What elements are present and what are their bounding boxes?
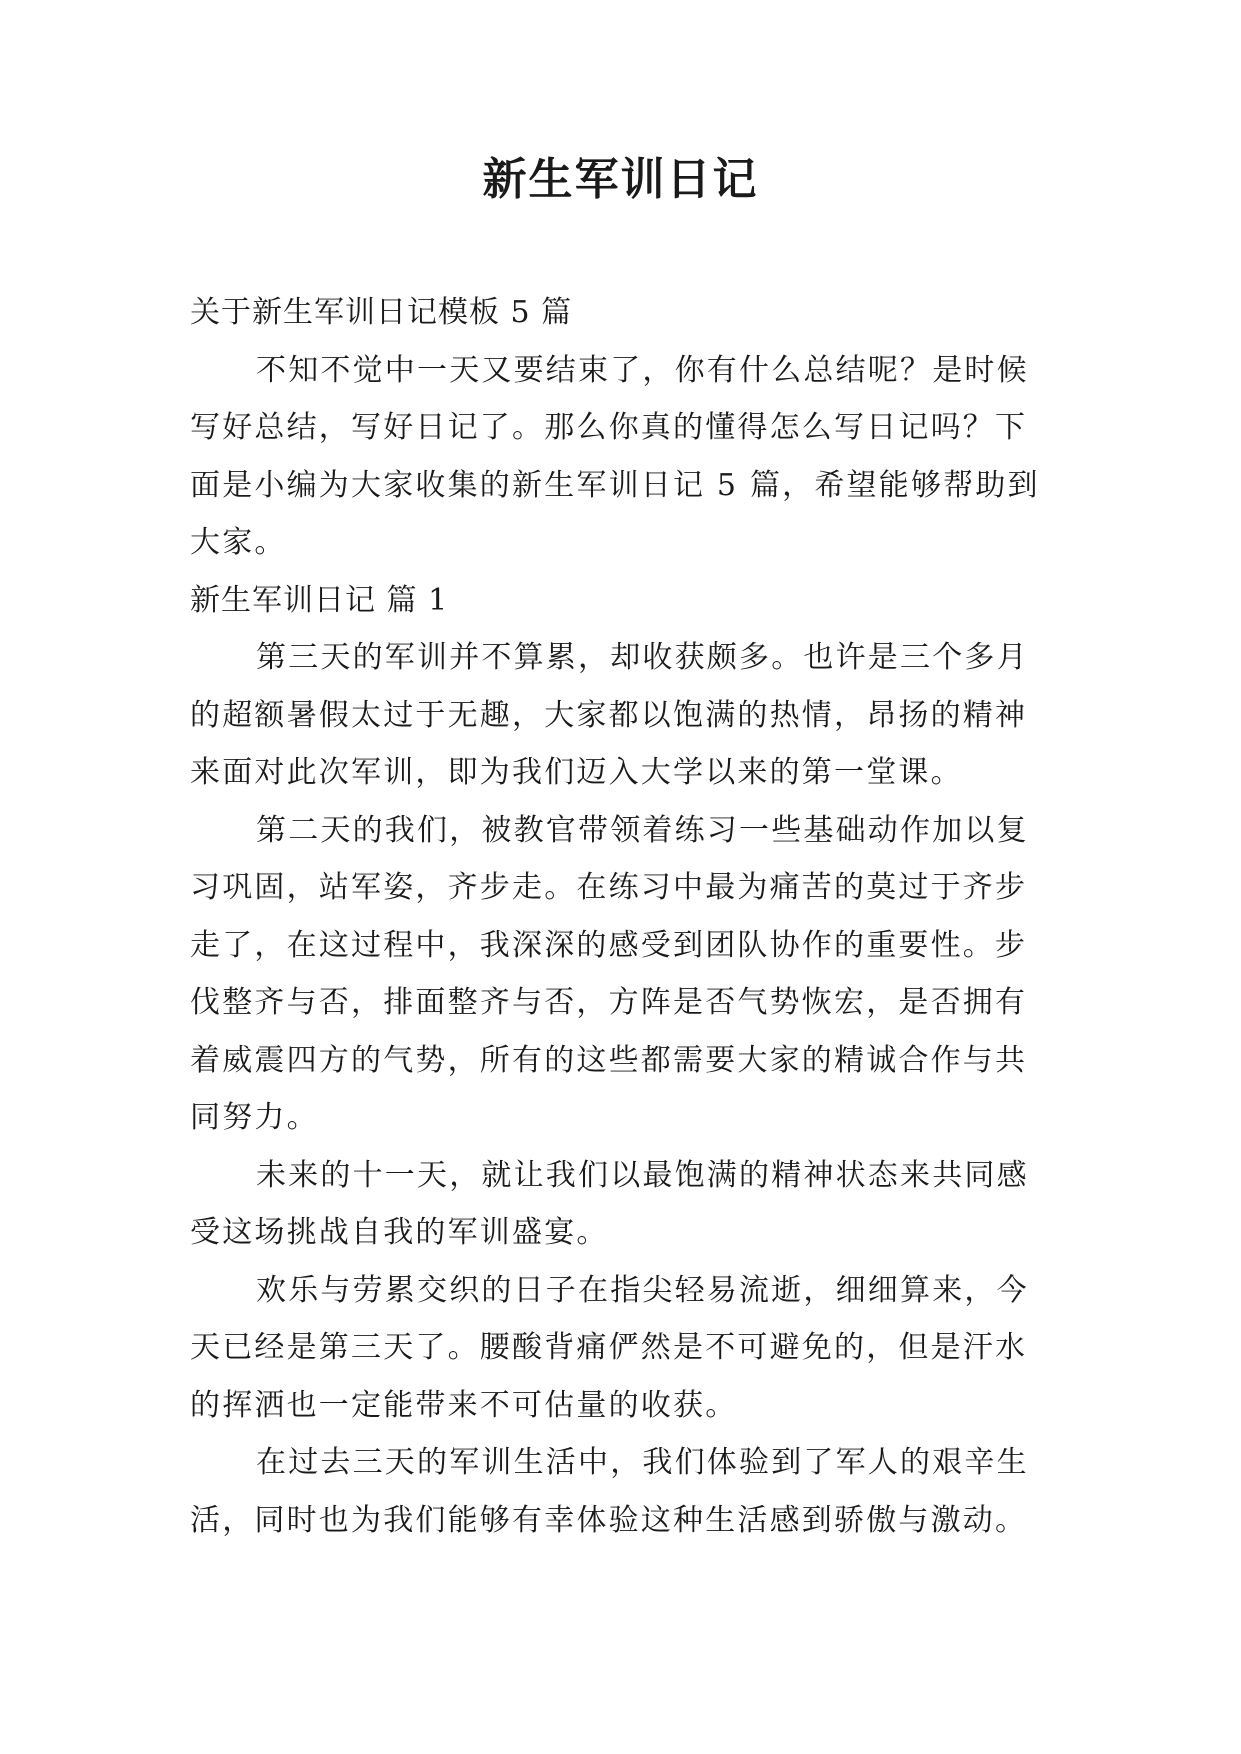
paragraph [190, 802, 1050, 1147]
document-body [190, 284, 1050, 1549]
intro-paragraph [190, 342, 1050, 572]
text-line: 未来的十一天，就让我们以最饱满的精神状态来共同感 [256, 1157, 1029, 1193]
paragraph [190, 629, 1050, 802]
text-line: 同努力。 [190, 1100, 319, 1135]
text-line: 在过去三天的军训生活中，我们体验到了军人的艰辛生 [256, 1445, 1029, 1480]
text-line: 不知不觉中一天又要结束了，你有什么总结呢？是时候 [256, 352, 1029, 388]
text-line: 走了，在这过程中，我深深的感受到团队协作的重要性。步 [190, 927, 1028, 963]
text-line: 大家。 [190, 525, 287, 560]
text-line: 来面对此次军训，即为我们迈入大学以来的第一堂课。 [190, 755, 963, 790]
paragraph [190, 1147, 1050, 1262]
text-line: 欢乐与劳累交织的日子在指尖轻易流逝，细细算来，今 [256, 1272, 1029, 1308]
text-line: 面是小编为大家收集的新生军训日记 5 篇，希望能够帮助到 [190, 467, 1040, 503]
paragraph [190, 1434, 1050, 1549]
text-line: 的超额暑假太过于无趣，大家都以饱满的热情，昂扬的精神 [190, 697, 1028, 733]
text-line: 受这场挑战自我的军训盛宴。 [190, 1215, 609, 1250]
document-subtitle: 关于新生军训日记模板 5 篇 [190, 295, 573, 330]
paragraph [190, 1262, 1050, 1435]
document-title: 新生军训日记 [482, 154, 759, 205]
text-line: 伐整齐与否，排面整齐与否，方阵是否气势恢宏，是否拥有 [190, 985, 1028, 1020]
section-heading: 新生军训日记 篇 1 [190, 582, 449, 618]
text-line: 第三天的军训并不算累，却收获颇多。也许是三个多月 [256, 640, 1029, 675]
text-line: 活，同时也为我们能够有幸体验这种生活感到骄傲与激动。 [190, 1502, 1028, 1538]
text-line: 习巩固，站军姿，齐步走。在练习中最为痛苦的莫过于齐步 [190, 870, 1028, 905]
text-line: 的挥洒也一定能带来不可估量的收获。 [190, 1387, 738, 1423]
text-line: 着威震四方的气势，所有的这些都需要大家的精诚合作与共 [190, 1042, 1028, 1078]
text-line: 写好总结，写好日记了。那么你真的懂得怎么写日记吗？下 [190, 410, 1028, 445]
text-line: 第二天的我们，被教官带领着练习一些基础动作加以复 [256, 812, 1029, 848]
text-line: 天已经是第三天了。腰酸背痛俨然是不可避免的，但是汗水 [190, 1330, 1028, 1365]
